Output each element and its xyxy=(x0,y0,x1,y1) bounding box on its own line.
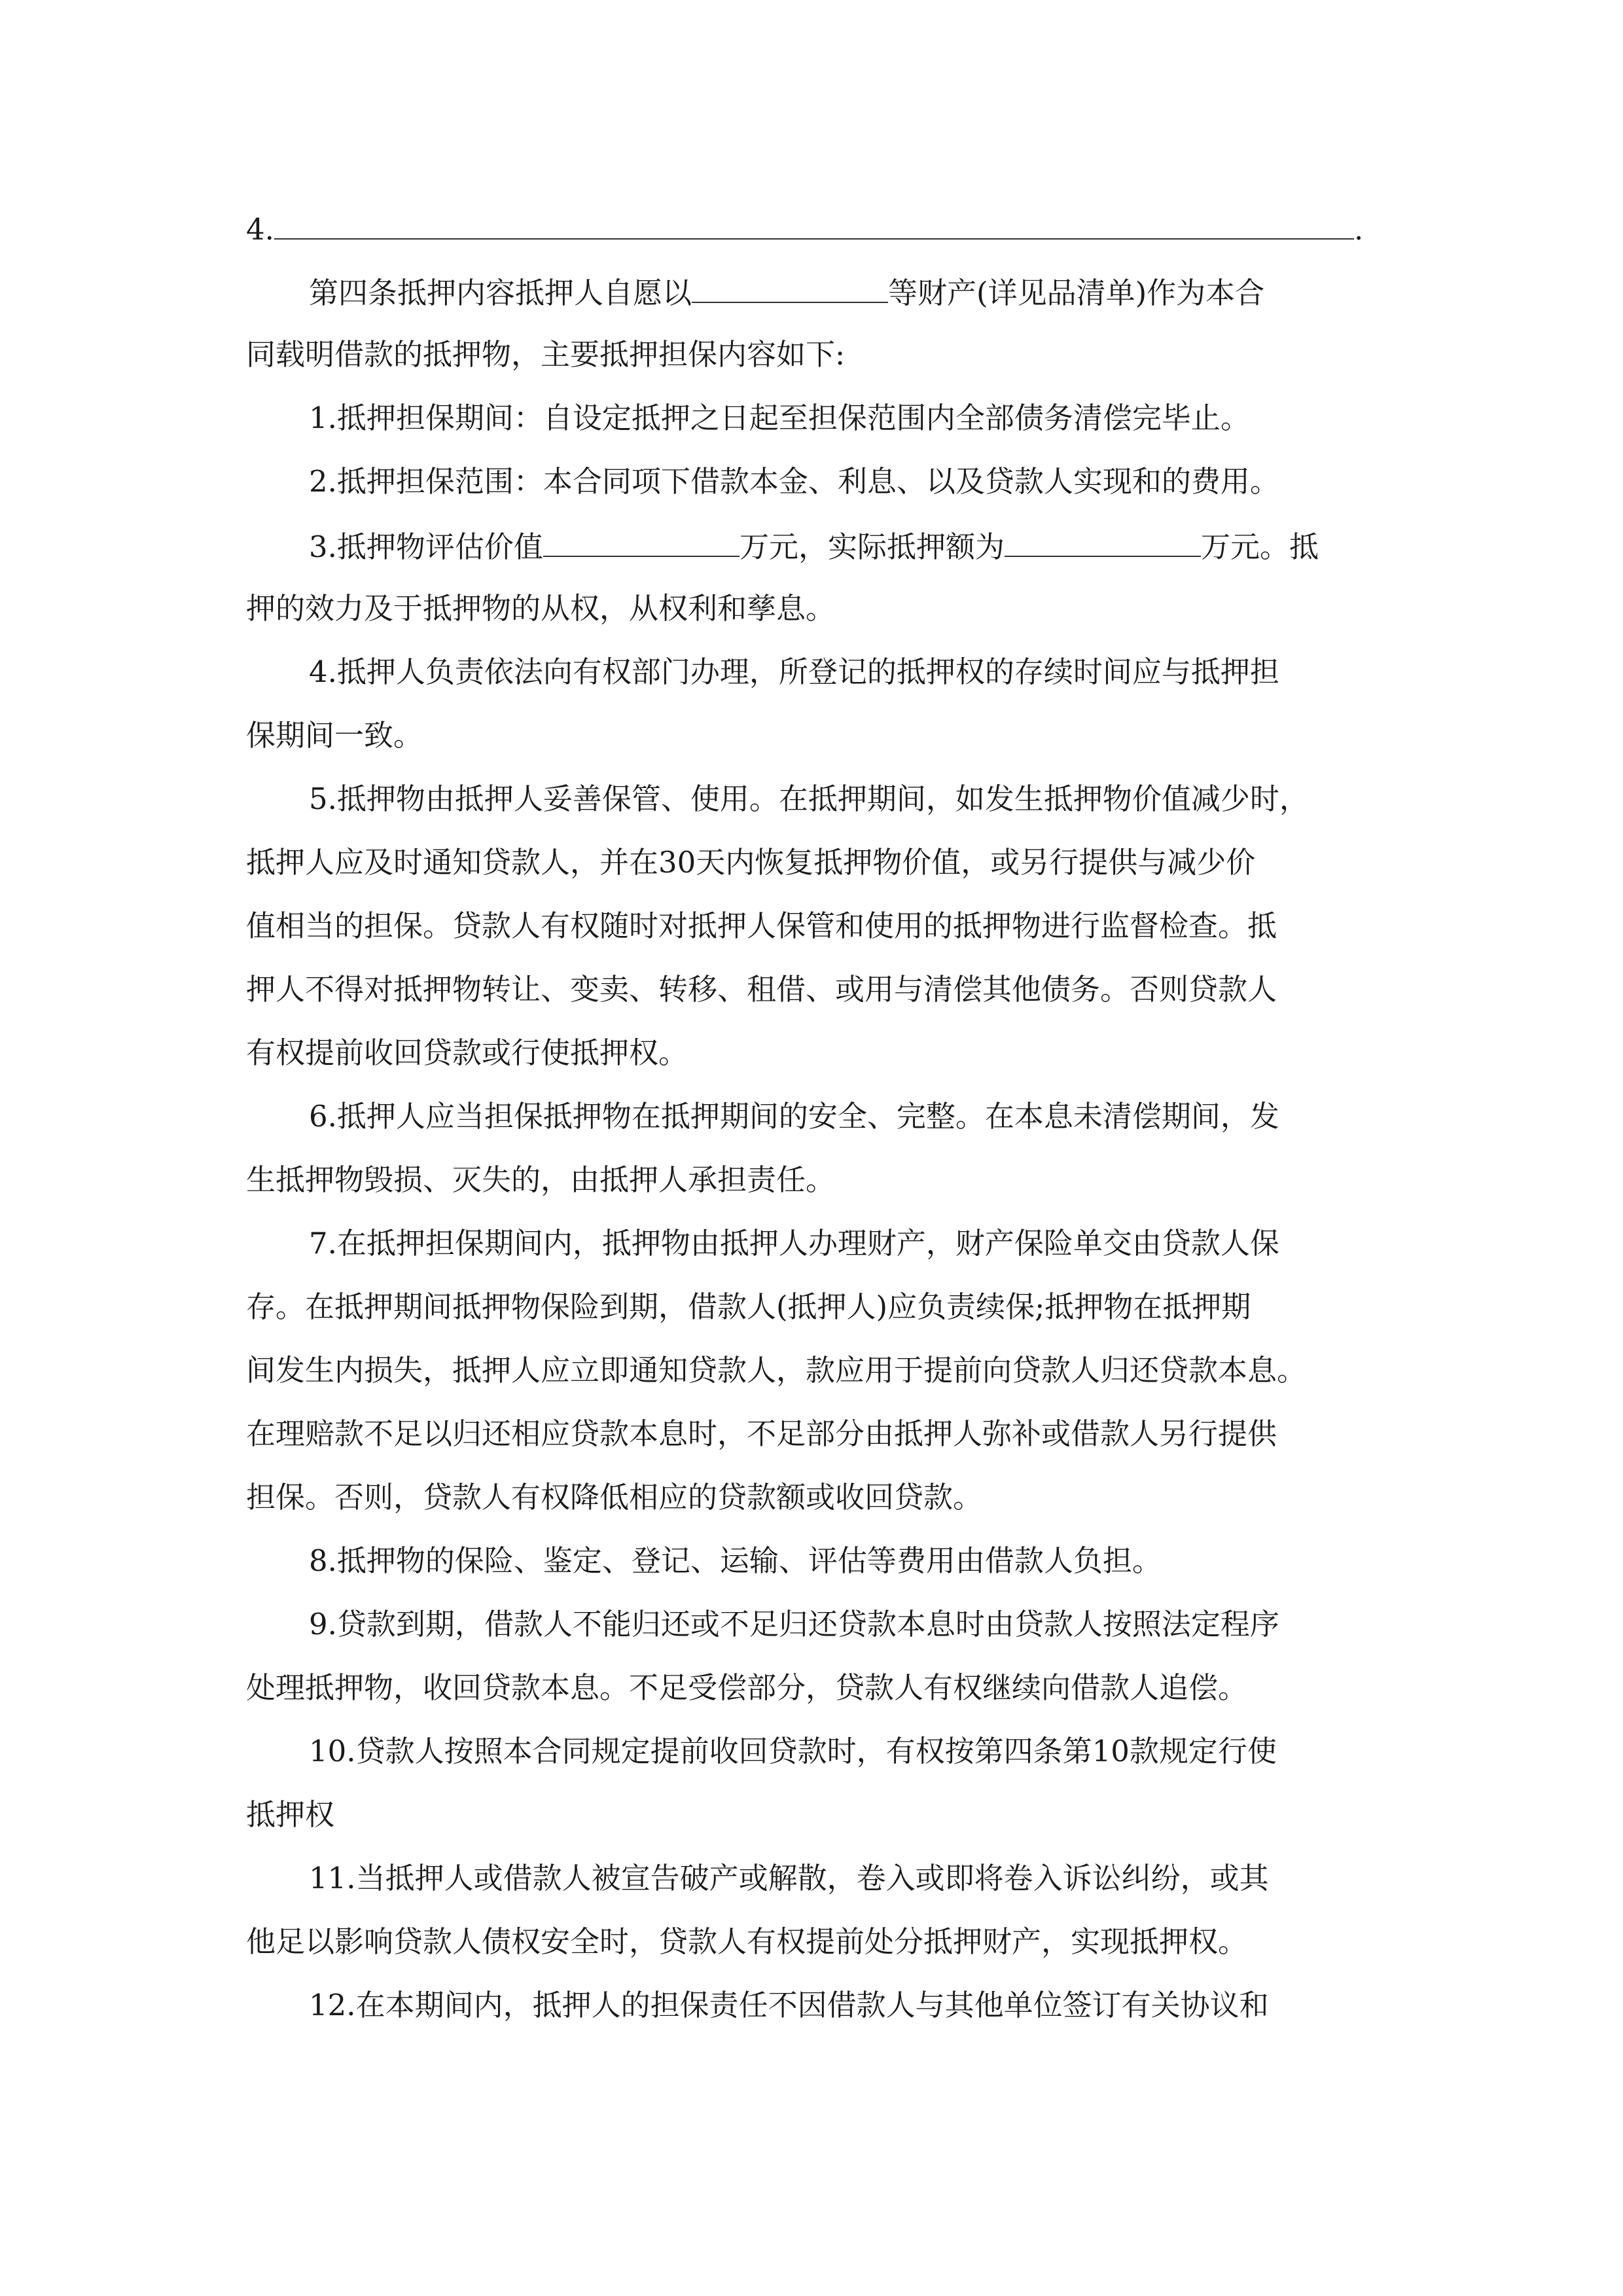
text-line: 7.在抵押担保期间内，抵押物由抵押人办理财产，财产保险单交由贷款人保 xyxy=(309,1226,1279,1261)
text-segment: . xyxy=(1353,212,1364,247)
text-line: 他足以影响贷款人债权安全时，贷款人有权提前处分抵押财产，实现抵押权。 xyxy=(246,1924,1248,1959)
text-line: 间发生内损失，抵押人应立即通知贷款人，款应用于提前向贷款人归还贷款本息。 xyxy=(246,1353,1307,1388)
text-line: 5.抵押物由抵押人妥善保管、使用。在抵押期间，如发生抵押物价值减少时， xyxy=(309,781,1309,816)
text-line: 存。在抵押期间抵押物保险到期，借款人(抵押人)应负责续保;抵押物在抵押期 xyxy=(246,1289,1251,1324)
text-segment: 等财产(详见品清单)作为本合 xyxy=(888,276,1265,310)
text-line: 生抵押物毁损、灭失的，由抵押人承担责任。 xyxy=(246,1162,836,1197)
text-line: 12.在本期间内，抵押人的担保责任不因借款人与其他单位签订有关协议和 xyxy=(309,1988,1269,2022)
text-line: 10.贷款人按照本合同规定提前收回贷款时，有权按第四条第10款规定行使 xyxy=(309,1734,1277,1768)
text-line xyxy=(309,526,1378,567)
text-line: 在理赔款不足以归还相应贷款本息时，不足部分由抵押人弥补或借款人另行提供 xyxy=(246,1416,1277,1451)
blank-field[interactable] xyxy=(692,272,888,303)
text-line: 9.贷款到期，借款人不能归还或不足归还贷款本息时由贷款人按照法定程序 xyxy=(309,1607,1279,1641)
text-line: 4.抵押人负责依法向有权部门办理，所登记的抵押权的存续时间应与抵押担 xyxy=(309,655,1279,689)
blank-field[interactable] xyxy=(1005,526,1201,557)
text-line: 1.抵押担保期间：自设定抵押之日起至担保范围内全部债务清偿完毕止。 xyxy=(309,401,1250,435)
text-line: 抵押权 xyxy=(246,1797,335,1832)
text-segment: 万元。抵 xyxy=(1200,529,1319,564)
text-line: 有权提前收回贷款或行使抵押权。 xyxy=(246,1035,688,1070)
text-line: 同载明借款的抵押物，主要抵押担保内容如下: xyxy=(246,337,846,372)
blank-field[interactable] xyxy=(543,526,740,557)
text-line: 保期间一致。 xyxy=(246,718,423,753)
text-segment: 万元，实际抵押额为 xyxy=(739,529,1005,564)
text-line: 押的效力及于抵押物的从权，从权利和孳息。 xyxy=(246,591,836,626)
text-line: 处理抵押物，收回贷款本息。不足受偿部分，贷款人有权继续向借款人追偿。 xyxy=(246,1670,1248,1705)
text-line xyxy=(309,272,1378,313)
text-segment: 4. xyxy=(246,212,274,247)
text-line: 6.抵押人应当担保抵押物在抵押期间的安全、完整。在本息未清偿期间，发 xyxy=(309,1099,1279,1134)
text-line: 抵押人应及时通知贷款人，并在30天内恢复抵押物价值，或另行提供与减少价 xyxy=(246,845,1256,880)
text-line: 11.当抵押人或借款人被宣告破产或解散，卷入或即将卷入诉讼纠纷，或其 xyxy=(309,1861,1269,1895)
blank-field[interactable] xyxy=(274,208,1354,240)
text-line: 8.抵押物的保险、鉴定、登记、运输、评估等费用由借款人负担。 xyxy=(309,1543,1162,1578)
text-line: 押人不得对抵押物转让、变卖、转移、租借、或用与清偿其他债务。否则贷款人 xyxy=(246,972,1277,1007)
text-line: 值相当的担保。贷款人有权随时对抵押人保管和使用的抵押物进行监督检查。抵 xyxy=(246,908,1277,943)
text-segment: 第四条抵押内容抵押人自愿以 xyxy=(309,276,692,310)
text-line: 担保。否则，贷款人有权降低相应的贷款额或收回贷款。 xyxy=(246,1480,983,1515)
text-line: 2.抵押担保范围：本合同项下借款本金、利息、以及贷款人实现和的费用。 xyxy=(309,464,1279,499)
text-line xyxy=(246,208,1378,249)
text-segment: 3.抵押物评估价值 xyxy=(309,529,543,564)
